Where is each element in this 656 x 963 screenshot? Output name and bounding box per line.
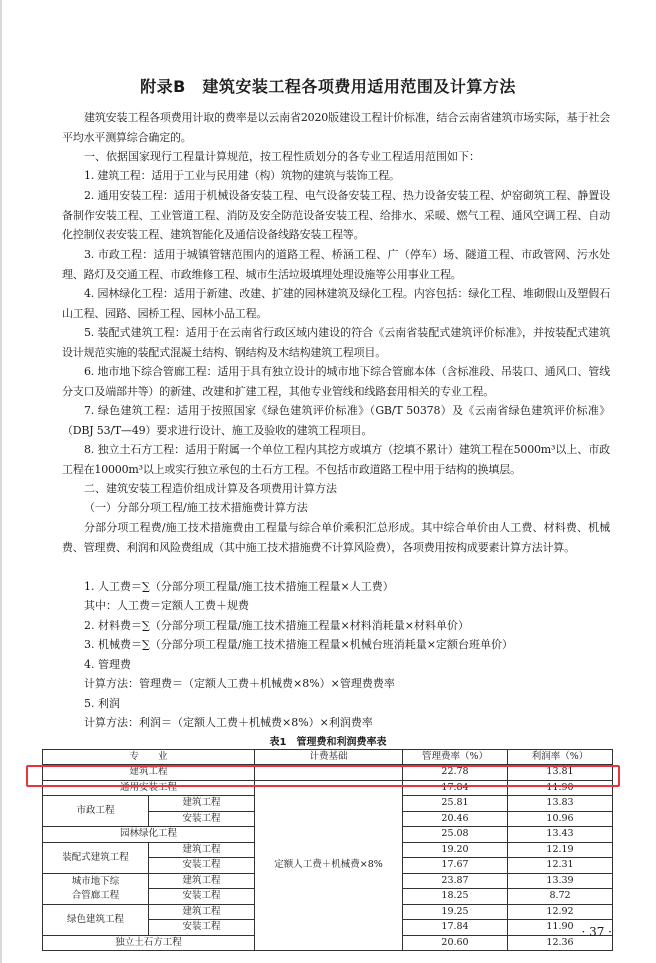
- group-name: [43, 873, 149, 904]
- row-name: 园林绿化工程: [43, 827, 255, 843]
- formula-management: 计算方法：管理费＝（定额人工费＋机械费×8%）×管理费费率: [84, 677, 395, 690]
- mgmt-rate: 17.84: [403, 780, 508, 796]
- sub-name: 建筑工程: [149, 842, 255, 858]
- item-8: 8. 独立土石方工程：适用于附属一个单位工程内其挖方或填方（挖填不累计）建筑工程在5000m³以上、市政工程在10000m³以上或实行独立承包的土石方工程。不包括市政道路工程中用于结构的换填层。: [62, 443, 610, 476]
- sub-name: 建筑工程: [149, 873, 255, 889]
- calc-intro: 分部分项工程费/施工技术措施费由工程量与综合单价乘积汇总形成。其中综合单价由人工费、材料费、机械费、管理费、利润和风险费组成（其中施工技术措施费不计算风险费），各项费用按构成要素计算方法计算。: [62, 521, 610, 554]
- sub-name: 安装工程: [149, 858, 255, 874]
- profit-rate: 11.90: [508, 780, 613, 796]
- profit-rate: 11.90: [508, 920, 613, 936]
- group-name: 绿色建筑工程: [43, 904, 149, 935]
- profit-rate: 13.39: [508, 873, 613, 889]
- subsection-1-heading: （一）分部分项工程/施工技术措施费计算方法: [84, 501, 308, 514]
- intro-paragraph: 建筑安装工程各项费用计取的费率是以云南省2020版建设工程计价标准，结合云南省建筑市场实际，基于社会平均水平测算综合确定的。: [62, 111, 610, 144]
- highlight-box: [26, 765, 620, 787]
- sub-name: 安装工程: [149, 811, 255, 827]
- item-5: 5. 装配式建筑工程：适用于在云南省行政区域内建设的符合《云南省装配式建筑评价标准》，并按装配式建筑设计规范实施的装配式混凝土结构、钢结构及木结构建筑工程项目。: [62, 326, 610, 359]
- formula-labor: 1. 人工费＝∑（分部分项工程量/施工技术措施工程量×人工费）: [84, 580, 394, 593]
- item-1: 1. 建筑工程：适用于工业与民用建（构）筑物的建筑与装饰工程。: [84, 169, 400, 182]
- row-name: 通用安装工程: [43, 780, 255, 796]
- header-profit-rate: 利润率（%）: [508, 750, 613, 765]
- mgmt-rate: 20.46: [403, 811, 508, 827]
- appendix-title: 附录B 建筑安装工程各项费用适用范围及计算方法: [140, 77, 516, 96]
- base-cell: 定额人工费＋机械费×8%: [255, 780, 403, 951]
- page-number: · 37 ·: [581, 925, 612, 939]
- sub-name: 建筑工程: [149, 796, 255, 812]
- mgmt-rate: 20.60: [403, 935, 508, 951]
- formula-labor-detail: 其中：人工费＝定额人工费＋规费: [84, 599, 249, 612]
- sub-name: 安装工程: [149, 920, 255, 936]
- profit-rate: 12.19: [508, 842, 613, 858]
- header-base: 计费基础: [255, 750, 403, 765]
- mgmt-rate: 19.20: [403, 842, 508, 858]
- mgmt-rate: 17.84: [403, 920, 508, 936]
- profit-rate: 13.43: [508, 827, 613, 843]
- group-name: 装配式建筑工程: [43, 842, 149, 873]
- section-2-heading: 二、建筑安装工程造价组成计算及各项费用计算方法: [84, 482, 337, 495]
- formula-machinery: 3. 机械费＝∑（分部分项工程量/施工技术措施工程量×机械台班消耗量×定额台班单价）: [84, 638, 513, 651]
- mgmt-rate: 23.87: [403, 873, 508, 889]
- mgmt-rate: 25.81: [403, 796, 508, 812]
- header-mgmt-rate: 管理费率（%）: [403, 750, 508, 765]
- formula-profit-heading: 5. 利润: [84, 697, 120, 710]
- sub-name: 建筑工程: [149, 904, 255, 920]
- item-2: 2. 通用安装工程：适用于机械设备安装工程、电气设备安装工程、热力设备安装工程、炉窑砌筑工程、静置设备制作安装工程、工业管道工程、消防及安全防范设备安装工程、给排水、采暖、燃气工程、通风空调工程、自动化控制仪表安装工程、建筑智能化及通信设备线路安装工程等。: [62, 189, 610, 242]
- sub-name: 安装工程: [149, 889, 255, 905]
- row-name: 独立土石方工程: [43, 935, 255, 951]
- mgmt-rate: 18.25: [403, 889, 508, 905]
- group-name-line-1: 城市地下综: [71, 875, 120, 887]
- formula-material: 2. 材料费＝∑（分部分项工程量/施工技术措施工程量×材料消耗量×材料单价）: [84, 619, 469, 632]
- group-name: 市政工程: [43, 796, 149, 827]
- mgmt-rate: 22.78: [403, 765, 508, 781]
- profit-rate: 13.81: [508, 765, 613, 781]
- page-edge: [0, 0, 2, 963]
- formula-profit: 计算方法：利润＝（定额人工费＋机械费×8%）×利润费率: [84, 716, 373, 729]
- profit-rate: 12.36: [508, 935, 613, 951]
- formula-management-heading: 4. 管理费: [84, 658, 131, 671]
- item-4: 4. 园林绿化工程：适用于新建、改建、扩建的园林建筑及绿化工程。内容包括：绿化工程、堆砌假山及塑假石山工程、园路、园桥工程、园林小品工程。: [62, 287, 610, 320]
- profit-rate: 10.96: [508, 811, 613, 827]
- profit-rate: 13.83: [508, 796, 613, 812]
- group-name-line-2: 合管廊工程: [71, 889, 120, 901]
- section-1-heading: 一、依据国家现行工程量计算规范，按工程性质划分的各专业工程适用范围如下：: [84, 150, 480, 163]
- mgmt-rate: 19.25: [403, 904, 508, 920]
- item-3: 3. 市政工程：适用于城镇管辖范围内的道路工程、桥涵工程、广（停车）场、隧道工程、市政管网、污水处理、路灯及交通工程、市政维修工程、城市生活垃圾填埋处理设施等公用事业工程。: [62, 248, 610, 281]
- profit-rate: 12.92: [508, 904, 613, 920]
- profit-rate: 12.31: [508, 858, 613, 874]
- table-header-row: [43, 750, 613, 765]
- mgmt-rate: 25.08: [403, 827, 508, 843]
- item-7: 7. 绿色建筑工程：适用于按照国家《绿色建筑评价标准》（GB/T 50378）及《云南省绿色建筑评价标准》（DBJ 53/T—49）要求进行设计、施工及验收的建筑工程项目。: [62, 404, 610, 437]
- item-6: 6. 地市地下综合管廊工程：适用于具有独立设计的城市地下综合管廊本体（含标准段、吊装口、通风口、管线分支口及端部井等）的新建、改建和扩建工程，其他专业管线和线路套用相关的专业工程。: [62, 365, 610, 398]
- profit-rate: 8.72: [508, 889, 613, 905]
- row-name: 建筑工程: [43, 765, 255, 781]
- header-specialty: 专 业: [43, 750, 255, 765]
- table-caption: 表1 管理费和利润费率表: [269, 737, 387, 748]
- mgmt-rate: 17.67: [403, 858, 508, 874]
